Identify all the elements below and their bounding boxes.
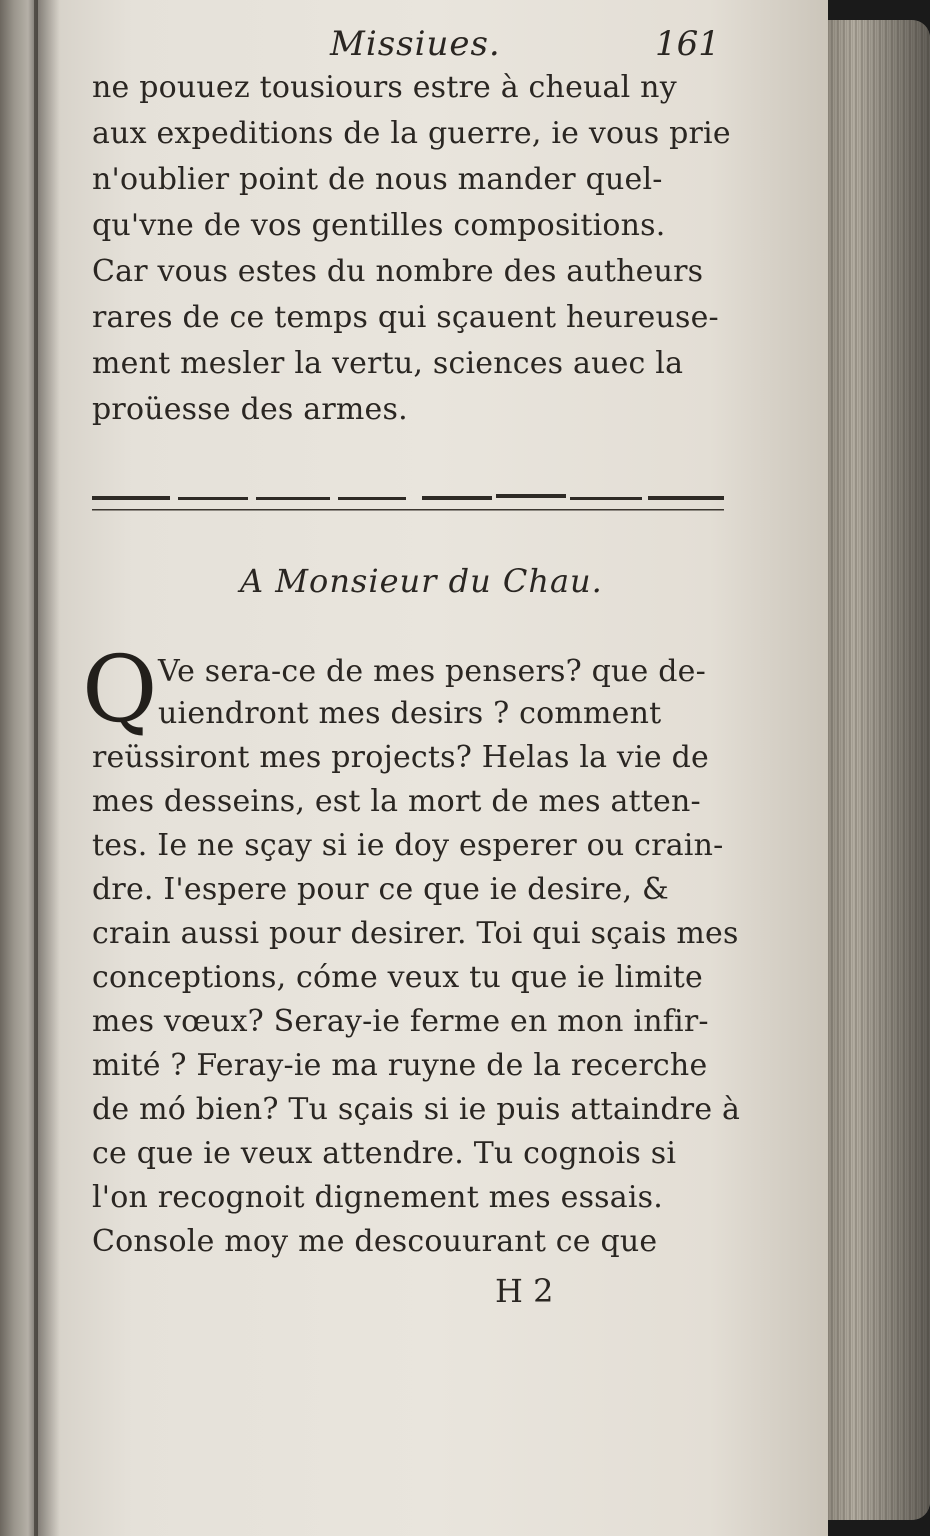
text-line: mes vœux? Seray-ie ferme en mon infir- bbox=[92, 1004, 709, 1039]
text-line: ne pouuez tousiours estre à cheual ny bbox=[92, 70, 677, 105]
text-line: tes. Ie ne sçay si ie doy esperer ou crain- bbox=[92, 828, 724, 863]
text-line: mes desseins, est la mort de mes atten- bbox=[92, 784, 701, 819]
text-line: uiendront mes desirs ? comment bbox=[158, 696, 662, 731]
text-line: mité ? Feray-ie ma ruyne de la recerche bbox=[92, 1048, 708, 1083]
letter-title: A Monsieur du Chau. bbox=[240, 562, 603, 600]
text-line: conceptions, cóme veux tu que ie limite bbox=[92, 960, 703, 995]
text-line: ment mesler la vertu, sciences auec la bbox=[92, 346, 684, 381]
text-line: ce que ie veux attendre. Tu cognois si bbox=[92, 1136, 677, 1171]
text-line: proüesse des armes. bbox=[92, 392, 408, 427]
text-line: rares de ce temps qui sçauent heureuse- bbox=[92, 300, 719, 335]
text-line: dre. I'espere pour ce que ie desire, & bbox=[92, 872, 669, 907]
signature-mark: H 2 bbox=[495, 1272, 554, 1310]
book-block-shading bbox=[822, 20, 930, 1520]
text-line: Car vous estes du nombre des autheurs bbox=[92, 254, 704, 289]
gutter-shadow bbox=[34, 0, 60, 1536]
text-line: n'oublier point de nous mander quel- bbox=[92, 162, 663, 197]
text-line: Ve sera-ce de mes pensers? que de- bbox=[158, 654, 706, 689]
text-line: crain aussi pour desirer. Toi qui sçais mes bbox=[92, 916, 739, 951]
page-number: 161 bbox=[655, 24, 720, 64]
ornamental-rule bbox=[92, 490, 724, 514]
drop-capital: Q bbox=[82, 636, 158, 743]
text-line: Console moy me descouurant ce que bbox=[92, 1224, 658, 1259]
text-line: qu'vne de vos gentilles compositions. bbox=[92, 208, 666, 243]
text-line: aux expeditions de la guerre, ie vous prie bbox=[92, 116, 731, 151]
running-title: Missiues. bbox=[330, 24, 501, 64]
text-line: reüssiront mes projects? Helas la vie de bbox=[92, 740, 709, 775]
text-line: de mó bien? Tu sçais si ie puis attaindre à bbox=[92, 1092, 741, 1127]
text-line: l'on recognoit dignement mes essais. bbox=[92, 1180, 663, 1215]
